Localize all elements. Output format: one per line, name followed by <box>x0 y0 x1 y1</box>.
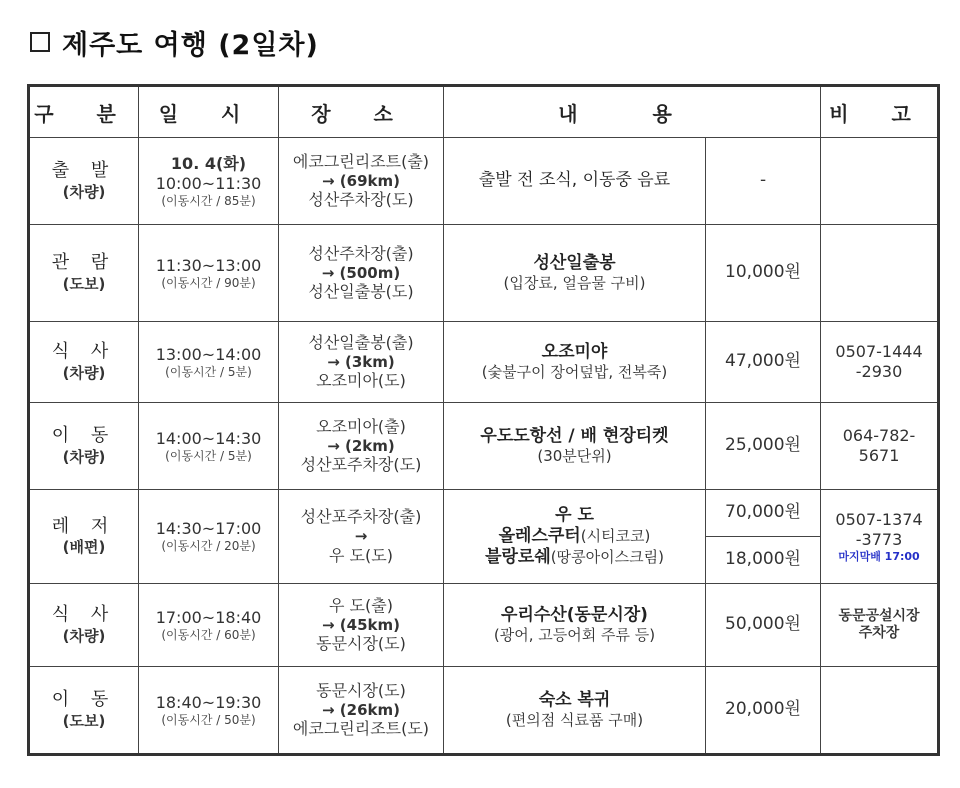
cell-time: 14:30~17:00 (이동시간 / 20분) <box>139 490 279 584</box>
cell-note: 064-782- 5671 <box>821 403 939 490</box>
itinerary-table <box>27 84 940 756</box>
cell-place: 성산일출봉(출) → (3km) 오조미아(도) <box>279 322 444 403</box>
cell-place: 에코그린리조트(출) → (69km) 성산주차장(도) <box>279 138 444 225</box>
cell-category: 관 람 (도보) <box>29 225 139 322</box>
cell-cost: - <box>706 138 821 225</box>
header-time: 일 시 <box>139 86 279 138</box>
table-row <box>29 667 939 755</box>
cell-cost: 70,000원 <box>706 490 821 537</box>
checkbox-square-icon <box>30 32 50 52</box>
phone-number: 064-782- <box>842 426 916 445</box>
cell-time: 18:40~19:30 (이동시간 / 50분) <box>139 667 279 755</box>
cell-place: 오조미아(출) → (2km) 성산포주차장(도) <box>279 403 444 490</box>
table-row <box>29 490 939 537</box>
header-category: 구 분 <box>29 86 139 138</box>
cell-cost: 47,000원 <box>706 322 821 403</box>
table-row <box>29 138 939 225</box>
cell-cost: 10,000원 <box>706 225 821 322</box>
cell-content: 우리수산(동문시장) (광어, 고등어회 주류 등) <box>444 584 706 667</box>
phone-number: 0507-1444 <box>835 342 923 361</box>
cell-category: 식 사 (차량) <box>29 584 139 667</box>
table-row <box>29 225 939 322</box>
cell-note <box>821 225 939 322</box>
cell-cost: 50,000원 <box>706 584 821 667</box>
cell-place: 성산주차장(출) → (500m) 성산일출봉(도) <box>279 225 444 322</box>
cell-note: 0507-1444 -2930 <box>821 322 939 403</box>
header-place: 장 소 <box>279 86 444 138</box>
cell-cost: 20,000원 <box>706 667 821 755</box>
cell-content: 성산일출봉 (입장료, 얼음물 구비) <box>444 225 706 322</box>
document-title <box>30 22 319 62</box>
cell-note: 동문공설시장 주차장 <box>821 584 939 667</box>
last-ferry-note: 마지막배 17:00 <box>838 549 920 563</box>
cell-place: 성산포주차장(출) → 우 도(도) <box>279 490 444 584</box>
cell-note <box>821 138 939 225</box>
cell-content: 출발 전 조식, 이동중 음료 <box>444 138 706 225</box>
cell-content: 우 도 올레스쿠터(시티코코) 블랑로쉐(땅콩아이스크림) <box>444 490 706 584</box>
table-row <box>29 403 939 490</box>
title-text: 제주도 여행 (2일차) <box>62 29 319 61</box>
cell-category: 레 저 (배편) <box>29 490 139 584</box>
cell-content: 숙소 복귀 (편의점 식료품 구매) <box>444 667 706 755</box>
cell-content: 우도도항선 / 배 현장티켓 (30분단위) <box>444 403 706 490</box>
table-row <box>29 584 939 667</box>
cell-time: 13:00~14:00 (이동시간 / 5분) <box>139 322 279 403</box>
header-content: 내 용 <box>444 86 821 138</box>
cell-note: 0507-1374 -3773 마지막배 17:00 <box>821 490 939 584</box>
cell-content: 오조미야 (숯불구이 장어덮밥, 전복죽) <box>444 322 706 403</box>
table-row <box>29 322 939 403</box>
cell-place: 우 도(출) → (45km) 동문시장(도) <box>279 584 444 667</box>
cell-category: 이 동 (도보) <box>29 667 139 755</box>
cell-category: 출 발 (차량) <box>29 138 139 225</box>
cell-category: 이 동 (차량) <box>29 403 139 490</box>
cell-time: 11:30~13:00 (이동시간 / 90분) <box>139 225 279 322</box>
phone-number: 0507-1374 <box>835 509 923 529</box>
cell-time: 10. 4(화) 10:00~11:30 (이동시간 / 85분) <box>139 138 279 225</box>
cell-note <box>821 667 939 755</box>
table-header-row <box>29 86 939 138</box>
cell-cost: 18,000원 <box>706 537 821 584</box>
cell-place: 동문시장(도) → (26km) 에코그린리조트(도) <box>279 667 444 755</box>
header-note: 비 고 <box>821 86 939 138</box>
cell-category: 식 사 (차량) <box>29 322 139 403</box>
cell-time: 14:00~14:30 (이동시간 / 5분) <box>139 403 279 490</box>
cell-time: 17:00~18:40 (이동시간 / 60분) <box>139 584 279 667</box>
cell-cost: 25,000원 <box>706 403 821 490</box>
